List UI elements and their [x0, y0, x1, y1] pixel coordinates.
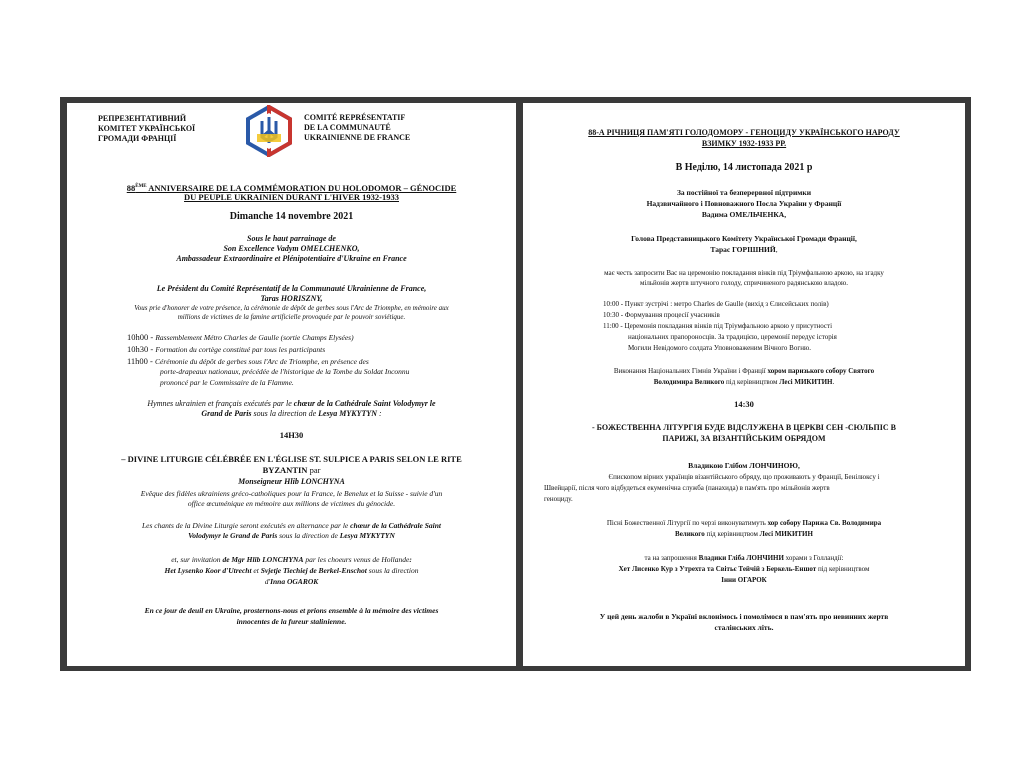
president-line2: Taras HORISZNY, [260, 294, 323, 303]
chants-line2: Великого під керівництвом Лесі МИКИТИН [675, 530, 813, 538]
liturgy-line2: BYZANTIN par [262, 465, 321, 475]
event-title-line2: DU PEUPLE UKRAINIEN DURANT L'HIVER 1932-1933 [184, 192, 399, 202]
president-line1: Le Président du Comité Représentatif de la Communauté Ukrainienne de France, [156, 284, 427, 293]
closing-line2: innocentes de la fureur stalinienne. [236, 617, 347, 626]
bishop-name: Monseigneur Hlib LONCHYNA [238, 477, 345, 486]
hymns-line2: Grand de Paris sous la direction de Lesya MYKYTYN : [201, 409, 382, 418]
org-name-french: COMITÉ REPRÉSENTATIF DE LA COMMUNAUTÉ UKRAINIENNE DE FRANCE [304, 113, 411, 142]
hymns-line1: Hymnes ukrainien et français exécutés par le chœur de la Cathédrale Saint Volodymyr le [147, 399, 436, 408]
chants-line1: Пісні Божественної Літургії по черзі виконуватимуть хор собору Парижа Св. Володимира [606, 519, 882, 527]
schedule-continuation: porte-drapeaux nationaux, précédée de l'historique de la Tombe du Soldat Inconnu [160, 367, 410, 376]
bishop-description-line1: Evêque des fidèles ukrainiens gréco-catholiques pour la France, le Benelux et la Suisse - suivie d'un [140, 489, 443, 498]
event-title-line2: ВЗИМКУ 1932-1933 РР. [701, 139, 787, 148]
closing-line1: У цей день жалоби в Україні вклонімось і помолімося в пам'ять про невинних жертв [599, 612, 889, 621]
closing-line2: сталінських літь. [714, 623, 774, 632]
schedule-item: 10h30 - Formation du cortège constitué par tous les participants [127, 344, 326, 354]
event-date: Dimanche 14 novembre 2021 [229, 211, 354, 222]
support-line1: За постійної та безперервної підтримки [676, 188, 812, 197]
schedule-item: 10:30 - Формування процесії учасників [603, 311, 720, 319]
liturgy-line1: - БОЖЕСТВЕННА ЛІТУРГІЯ БУДЕ ВІДСЛУЖЕНА В ЦЕРКВІ СЕН -СЮЛЬПІС В [592, 423, 896, 432]
bishop-description-line3: геноциду. [544, 495, 573, 503]
choirs-line1: та на запрошення Владики Гліба ЛОНЧИНИ хорами з Голландії: [644, 554, 844, 562]
schedule-continuation: національних прапороносців. За традицією, церемонії передує історія [628, 333, 837, 341]
choirs-line3: Інни ОГАРОК [721, 576, 767, 584]
schedule-item: 11h00 - Cérémonie du dépôt de gerbes sous l'Arc de Triomphe, en présence des [127, 356, 369, 366]
schedule-continuation: Могили Невідомого солдата Уповноваженим Вічного Вогню. [628, 344, 811, 352]
event-title: 88ÈME ANNIVERSAIRE DE LA COMMÉMORATION DU HOLODOMOR – GÉNOCIDE [126, 182, 457, 193]
patronage-line3: Ambassadeur Extraordinaire et Plénipotentiaire d'Ukraine en France [176, 254, 407, 263]
chants-line1: Les chants de la Divine Liturgie seront exécutés en alternance par le chœur de la Cathédrale Saint [141, 521, 441, 530]
invitation-text-line2: мільйонів жертв штучного голоду, спричиненого радянською владою. [640, 279, 848, 287]
hymns-line1: Виконання Національних Гімнів України і Франції хором паризького собору Святого [613, 367, 875, 375]
choirs-line2: Хет Лисенко Кур з Утрехта та Світьє Тейчій з Беркель-Еншот під керівництвом [618, 565, 870, 573]
choirs-line1: et, sur invitation de Mgr Hlib LONCHYNA par les choeurs venus de Hollande: [171, 555, 412, 564]
hymns-line2: Володимира Великого під керівництвом Лесі МИКИТИН. [653, 378, 835, 386]
bishop-description-line1: Єпископом вірних українців візантійського обряду, що проживають у Франції, Бенілюксу і [608, 473, 880, 481]
bishop-description-line2: Швейцарії, після чого відбудеться екуменічна служба (панахида) в пам'ять про мільйонів жертв [544, 484, 830, 492]
invitation-text-line2: millions de victimes de la famine artificielle provoquée par le pouvoir soviétique. [177, 313, 406, 321]
invitation-page-french [67, 103, 516, 666]
closing-line1: En ce jour de deuil en Ukraine, prosternons-nous et prions ensemble à la mémoire des victimes [144, 606, 439, 615]
bishop-name: Владикою Глібом ЛОНЧИНОЮ, [688, 461, 800, 470]
trident-hexagon-logo [243, 105, 295, 157]
event-date: В Неділю, 14 листопада 2021 р [675, 162, 813, 173]
choirs-line2: Het Lysenko Koor d'Utrecht et Svjetje Tiechiej de Berkel-Enschot sous la direction [164, 566, 419, 575]
afternoon-time: 14H30 [279, 430, 304, 440]
bishop-description-line2: office œcuménique en mémoire aux millions de victimes du génocide. [187, 499, 396, 508]
choirs-line3: d'Inna OGAROK [264, 577, 319, 586]
patronage-line1: Sous le haut parrainage de [247, 234, 336, 243]
schedule-continuation: prononcé par le Commissaire de la Flamme. [160, 378, 294, 387]
liturgy-line2: ПАРИЖІ, ЗА ВІЗАНТІЙСЬКИМ ОБРЯДОМ [662, 434, 826, 443]
invitation-text-line1: Vous prie d'honorer de votre présence, la cérémonie de dépôt de gerbes sous l'Arc de Triomphe, en mémoire aux [134, 304, 449, 312]
schedule-item: 10:00 - Пункт зустрічі : метро Charles de Gaulle (вихід з Єлисейських полів) [603, 300, 829, 308]
support-line3: Вадима ОМЕЛЬЧЕНКА, [701, 210, 787, 219]
afternoon-time: 14:30 [734, 399, 754, 409]
patronage-line2: Son Excellence Vadym OMELCHENKO, [223, 244, 360, 253]
chants-line2: Volodymyr le Grand de Paris sous la direction de Lesya MYKYTYN [188, 531, 395, 540]
liturgy-line1: – DIVINE LITURGIE CÉLÉBRÉE EN L'ÉGLISE ST. SULPICE A PARIS SELON LE RITE [121, 454, 462, 464]
head-line1: Голова Представницького Комітету Української Громади Франції, [631, 234, 857, 243]
invitation-page-ukrainian [523, 103, 965, 666]
event-title-line1: 88-А РІЧНИЦЯ ПАМ'ЯТІ ГОЛОДОМОРУ - ГЕНОЦИДУ УКРАЇНСЬКОГО НАРОДУ [588, 128, 900, 137]
schedule-item: 10h00 - Rassemblement Métro Charles de Gaulle (sortie Champs Elysées) [127, 332, 354, 342]
org-name-ukrainian: РЕПРЕЗЕНТАТИВНИЙ КОМІТЕТ УКРАЇНСЬКОЇ ГРОМАДИ ФРАНЦІЇ [98, 114, 196, 143]
head-line2: Тарас ГОРІШНИЙ, [710, 245, 778, 254]
schedule-item: 11:00 - Церемонія покладання вінків під Тріумфальною аркою у присутності [603, 322, 833, 330]
support-line2: Надзвичайного і Повноважного Посла України у Франції [646, 199, 842, 208]
invitation-text-line1: має честь запросити Вас на церемонію покладання вінків під Тріумфальною аркою, на згадку [604, 269, 884, 277]
